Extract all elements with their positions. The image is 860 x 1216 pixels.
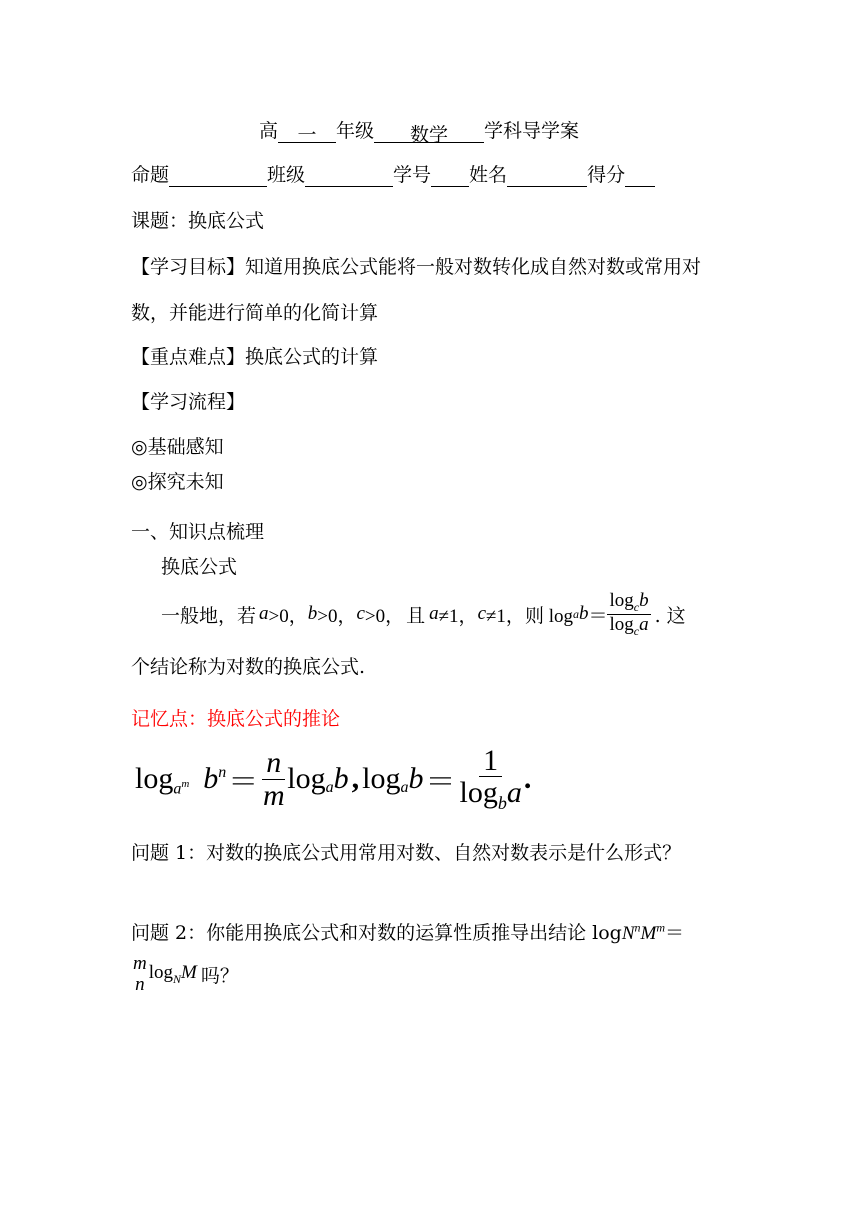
base-a-m: am [173,777,190,798]
gt0-c: >0， [364,605,405,627]
base-a: a [325,779,334,796]
score-label: 得分 [587,164,626,186]
formula-explanation: 个结论称为对数的换底公式. [131,656,366,678]
subject-field [374,120,484,146]
var-a: a [259,603,269,624]
gt0-b: >0， [317,605,357,627]
equals-sign: ＝ [588,604,608,627]
memory-point: 记忆点：换底公式的推论 [131,708,341,730]
sentence-end: . 这 [654,604,686,627]
name-field[interactable] [507,164,587,187]
var-b: b [307,603,318,624]
q2-log: $\log_NM$ [148,962,197,987]
id-label: 学号 [393,164,432,186]
grade-value: 一 [297,124,317,146]
and-word: 且 [406,604,426,627]
basic-perception: ◎基础感知 [131,436,224,458]
big-log-1: log [135,762,174,795]
question-2-text: 问题 2：你能用换底公式和对数的运算性质推导出结论 log [131,922,622,944]
change-of-base-statement [161,589,686,639]
n-over-m: $\frac{n}{m}$ [262,746,285,812]
topic-label: 命题 [131,164,170,186]
key-points: 【重点难点】换底公式的计算 [131,346,379,368]
class-label: 班级 [267,164,306,186]
question-2-line2 [131,954,239,996]
gt0-a: >0， [268,605,308,627]
title-prefix: 高 [259,120,279,142]
var-c2: c [477,603,486,624]
id-field[interactable] [431,164,469,187]
then-log: 则 log [524,605,573,627]
big-log-2: log [287,762,326,795]
explore-unknown: ◎探究未知 [131,471,224,493]
var-a2: a [429,603,439,624]
M-power-m: $M^m$ [640,920,666,944]
big-equals-1: ＝ [228,766,259,799]
corollary-formula [135,743,532,814]
big-b-2: b [408,762,424,795]
section-heading: 一、知识点梳理 [131,521,265,543]
one-over-log: $\frac{1}{\log_ba}$ [459,743,522,814]
topic-field[interactable] [169,164,267,187]
var-c: c [356,603,365,624]
neq1-c: ≠1， [486,605,525,627]
lesson-title: 课题：换底公式 [131,210,265,232]
title-suffix: 学科导学案 [484,120,580,142]
question-1: 问题 1：对数的换底公式用常用对数、自然对数表示是什么形式？ [131,842,682,864]
comma: , [351,762,360,795]
big-b: b [333,762,349,795]
subsection-heading: 换底公式 [161,556,238,578]
formula-intro: 一般地，若 [161,604,257,627]
score-field[interactable] [625,164,655,187]
subject-value: 数学 [410,124,449,146]
var-b2: b [578,603,589,624]
big-log-3: log [362,762,401,795]
learning-goal-line1: 【学习目标】知道用换底公式能将一般对数转化成自然对数或常用对 [131,256,702,278]
b-power-n: $b^n$ [203,762,227,795]
fraction-denominator: $\log_ca$ [609,613,649,638]
big-equals-2: ＝ [425,766,456,799]
neq1-a: ≠1， [438,605,478,627]
grade-field [278,120,336,146]
m-over-n: m n [133,953,147,995]
name-label: 姓名 [469,164,508,186]
sub-a: a [572,606,579,621]
student-info-line [131,160,655,187]
question-2-line1 [131,918,684,945]
base-a-2: a [400,779,409,796]
learning-process: 【学习流程】 [131,391,246,413]
class-field[interactable] [305,164,393,187]
question-2-tail: 吗？ [200,965,239,988]
page-title [259,116,580,146]
base-N-n: $N^n$ [621,920,641,944]
fraction-numerator: $\log_cb$ [609,589,649,614]
q2-equals: ＝ [665,922,685,944]
learning-goal-line2: 数，并能进行简单的化简计算 [131,302,379,324]
change-of-base-fraction [607,591,650,638]
period: . [523,762,532,795]
title-grade-label: 年级 [336,120,375,142]
